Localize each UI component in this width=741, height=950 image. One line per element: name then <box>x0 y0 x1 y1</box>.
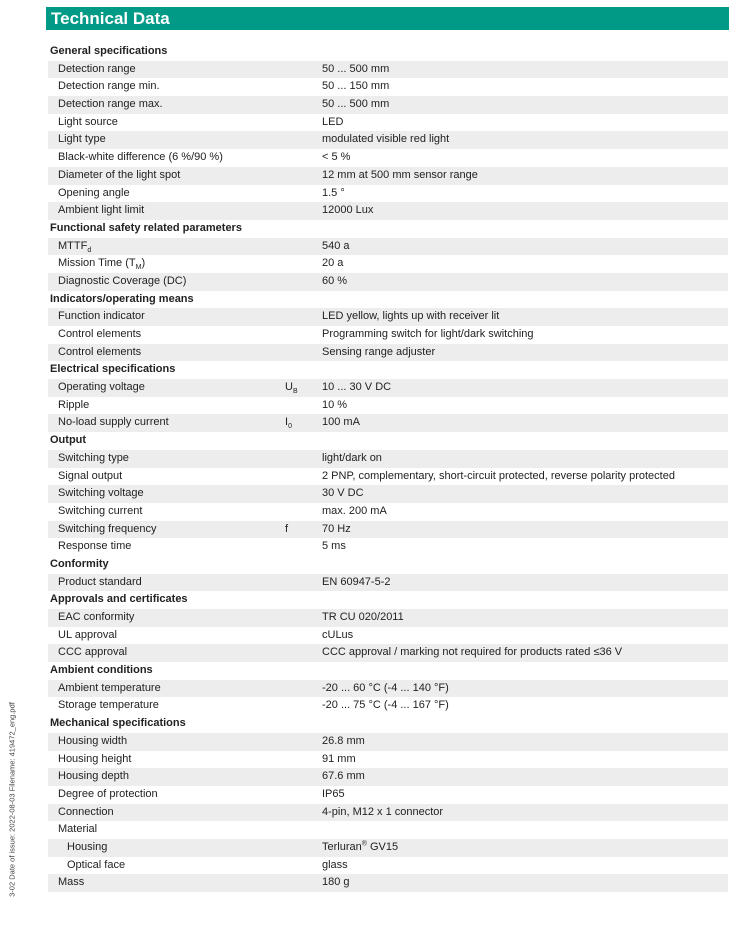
spec-label <box>58 733 127 751</box>
spec-label-text: CCC approval <box>58 646 128 659</box>
spec-row <box>48 78 728 96</box>
spec-value-text: 50 ... 500 mm <box>322 98 390 111</box>
spec-label-text: Switching voltage <box>58 487 144 500</box>
spec-value-text: 70 Hz <box>322 522 351 535</box>
spec-label <box>58 644 127 662</box>
spec-label <box>58 538 131 556</box>
spec-row <box>48 609 728 627</box>
spec-value <box>322 414 360 432</box>
section-heading <box>48 591 728 609</box>
spec-value <box>322 61 389 79</box>
section-title: Functional safety related parameters <box>50 221 242 234</box>
spec-row <box>48 344 728 362</box>
section-header <box>46 7 729 30</box>
spec-value <box>322 804 443 822</box>
spec-value-text: 26.8 mm <box>322 734 365 747</box>
spec-row <box>48 149 728 167</box>
section-heading <box>48 715 728 733</box>
spec-symbol-subscript: B <box>292 388 298 396</box>
spec-value <box>322 344 435 362</box>
section-title: Indicators/operating means <box>50 292 194 305</box>
spec-label-text: UL approval <box>58 628 117 641</box>
spec-row <box>48 680 728 698</box>
spec-label-text: Optical face <box>67 858 126 871</box>
spec-label-subscript: d <box>87 246 92 254</box>
spec-value <box>322 238 350 256</box>
spec-label-text: Function indicator <box>58 310 145 323</box>
spec-label <box>58 697 159 715</box>
spec-value <box>322 167 478 185</box>
spec-label-text: Connection <box>58 805 114 818</box>
spec-row <box>48 450 728 468</box>
spec-value-text: 180 g <box>322 876 350 889</box>
spec-symbol <box>285 414 292 432</box>
spec-value-text: TR CU 020/2011 <box>322 611 404 623</box>
section-title: Ambient conditions <box>50 664 153 677</box>
spec-value-text: CCC approval / marking not required for products rated ≤36 V <box>322 646 623 659</box>
spec-value <box>322 450 382 468</box>
section-heading <box>48 662 728 680</box>
spec-label <box>58 131 106 149</box>
spec-value-text: IP65 <box>322 787 345 800</box>
spec-label-text: Black-white difference (6 %/90 %) <box>58 151 223 164</box>
spec-row <box>48 574 728 592</box>
spec-value-text: cULus <box>322 628 354 641</box>
spec-value <box>322 839 398 857</box>
spec-row <box>48 255 728 273</box>
spec-label <box>58 397 89 415</box>
spec-value-text: max. 200 mA <box>322 504 387 517</box>
spec-row <box>48 114 728 132</box>
spec-label <box>58 114 118 132</box>
spec-value-text: Terluran <box>322 840 362 853</box>
section-title: Approvals and certificates <box>50 593 188 606</box>
spec-value-text: 12 mm at 500 mm sensor range <box>322 168 478 181</box>
spec-symbol-text: I <box>285 416 289 429</box>
spec-label <box>58 468 122 486</box>
spec-value <box>322 379 391 397</box>
spec-value <box>322 786 345 804</box>
spec-value <box>322 627 353 645</box>
spec-row <box>48 538 728 556</box>
spec-value <box>322 857 348 875</box>
spec-row <box>48 768 728 786</box>
spec-value <box>322 78 389 96</box>
spec-value-text: 540 a <box>322 239 350 252</box>
spec-row <box>48 185 728 203</box>
page-title: Technical Data <box>51 9 170 28</box>
section-title: Electrical specifications <box>50 363 176 376</box>
spec-value <box>322 202 373 220</box>
spec-row <box>48 751 728 769</box>
spec-value-text: 91 mm <box>322 752 356 765</box>
spec-label <box>58 609 134 627</box>
spec-label-text: Housing width <box>58 734 128 747</box>
spec-label-text: Response time <box>58 540 132 553</box>
spec-value <box>322 874 350 892</box>
spec-label <box>58 255 145 273</box>
spec-row <box>48 61 728 79</box>
spec-row <box>48 521 728 539</box>
spec-value <box>322 485 364 503</box>
spec-value <box>322 697 449 715</box>
spec-row <box>48 821 728 839</box>
section-title: Mechanical specifications <box>50 717 186 730</box>
spec-label <box>58 78 160 96</box>
spec-value <box>322 538 346 556</box>
spec-label-text: Degree of protection <box>58 787 158 800</box>
spec-label-text: Ripple <box>58 398 90 411</box>
spec-label <box>58 167 180 185</box>
spec-label-text: Detection range <box>58 62 136 75</box>
spec-label-text: Switching current <box>58 504 143 517</box>
spec-label-text: EAC conformity <box>58 611 135 623</box>
spec-label-text: Mission Time (T <box>58 257 136 270</box>
spec-row <box>48 644 728 662</box>
spec-label <box>58 450 129 468</box>
spec-value-text: Sensing range adjuster <box>322 345 436 358</box>
spec-row <box>48 839 728 857</box>
spec-label <box>58 485 144 503</box>
spec-label-text: Storage temperature <box>58 699 159 712</box>
spec-value-text: -20 ... 75 °C (-4 ... 167 °F) <box>322 699 449 712</box>
spec-row <box>48 308 728 326</box>
spec-label-text: Housing depth <box>58 770 129 783</box>
spec-row <box>48 167 728 185</box>
spec-table <box>48 43 728 892</box>
spec-value <box>322 751 356 769</box>
spec-label-text: Control elements <box>58 328 142 340</box>
spec-label <box>58 521 156 539</box>
section-title: General specifications <box>50 45 168 57</box>
spec-label <box>58 61 136 79</box>
spec-row <box>48 202 728 220</box>
spec-label-text: Opening angle <box>58 186 130 199</box>
section-title: Output <box>50 434 87 447</box>
spec-label-text: Material <box>58 823 98 836</box>
spec-value-text: 100 mA <box>322 416 360 429</box>
spec-value-text: 12000 Lux <box>322 204 374 217</box>
spec-value-text: 67.6 mm <box>322 770 365 783</box>
spec-value-text: glass <box>322 858 348 871</box>
section-heading <box>48 43 728 61</box>
spec-value <box>322 768 365 786</box>
spec-label <box>58 680 161 698</box>
spec-value-text: EN 60947-5-2 <box>322 575 391 588</box>
spec-value-text: 60 % <box>322 274 348 287</box>
spec-row <box>48 96 728 114</box>
spec-symbol-subscript: 0 <box>288 423 292 431</box>
spec-label <box>58 503 142 521</box>
spec-symbol <box>285 521 288 539</box>
spec-label <box>58 768 129 786</box>
spec-value-text: LED yellow, lights up with receiver lit <box>322 310 500 323</box>
spec-label <box>58 574 142 592</box>
spec-value <box>322 131 449 149</box>
spec-value-text: 30 V DC <box>322 487 364 500</box>
spec-label-text: MTTF <box>58 239 88 252</box>
spec-label-text: Diagnostic Coverage (DC) <box>58 274 187 287</box>
spec-label <box>58 804 114 822</box>
spec-row <box>48 468 728 486</box>
spec-label <box>58 308 145 326</box>
spec-value-text: 1.5 ° <box>322 186 345 199</box>
spec-label <box>67 839 107 857</box>
spec-label <box>58 627 117 645</box>
spec-label-text: Product standard <box>58 575 142 588</box>
spec-label-text: Housing <box>67 840 108 853</box>
spec-value <box>322 680 449 698</box>
spec-value <box>322 255 343 273</box>
spec-label-text: Operating voltage <box>58 381 145 394</box>
spec-value <box>322 114 343 132</box>
spec-value-superscript: ® <box>361 840 367 848</box>
spec-label <box>58 185 130 203</box>
spec-value-tail: GV15 <box>366 840 399 853</box>
spec-row <box>48 131 728 149</box>
spec-value <box>322 468 675 486</box>
spec-label <box>58 414 169 432</box>
spec-row <box>48 485 728 503</box>
spec-value-text: 50 ... 150 mm <box>322 80 390 93</box>
spec-label-text: Detection range max. <box>58 98 163 111</box>
spec-value <box>322 503 387 521</box>
spec-value-text: 2 PNP, complementary, short-circuit protected, reverse polarity protected <box>322 469 675 482</box>
spec-label-text: Detection range min. <box>58 80 160 93</box>
spec-label-text: Switching type <box>58 451 129 464</box>
spec-row <box>48 786 728 804</box>
spec-row <box>48 397 728 415</box>
section-heading <box>48 556 728 574</box>
spec-label <box>58 238 91 256</box>
spec-row <box>48 238 728 256</box>
spec-label <box>58 344 141 362</box>
spec-label-text: Housing height <box>58 752 132 765</box>
section-heading <box>48 432 728 450</box>
spec-label <box>67 857 125 875</box>
spec-value <box>322 609 404 627</box>
side-note: 3-02 Date of issue: 2022-08-03 Filename: 419472_eng.pdf <box>7 702 17 897</box>
spec-value-text: 10 ... 30 V DC <box>322 381 392 394</box>
spec-label-text: Control elements <box>58 345 142 358</box>
spec-label <box>58 202 144 220</box>
spec-label <box>58 379 145 397</box>
spec-value-text: -20 ... 60 °C (-4 ... 140 °F) <box>322 681 449 694</box>
spec-value <box>322 308 499 326</box>
spec-label-tail: ) <box>141 257 146 270</box>
spec-row <box>48 874 728 892</box>
spec-value <box>322 273 347 291</box>
spec-row <box>48 733 728 751</box>
spec-row <box>48 379 728 397</box>
spec-label <box>58 149 223 167</box>
spec-label-text: Diameter of the light spot <box>58 168 181 181</box>
spec-value <box>322 733 365 751</box>
spec-value-text: LED <box>322 115 344 128</box>
spec-value-text: 4-pin, M12 x 1 connector <box>322 805 444 818</box>
spec-label <box>58 326 141 344</box>
spec-label <box>58 786 158 804</box>
spec-row <box>48 857 728 875</box>
spec-label-text: Signal output <box>58 469 123 482</box>
spec-value-text: Programming switch for light/dark switching <box>322 328 534 340</box>
spec-label-text: Switching frequency <box>58 522 157 535</box>
spec-value-text: 50 ... 500 mm <box>322 62 390 75</box>
spec-value <box>322 574 391 592</box>
spec-label <box>58 751 131 769</box>
spec-label-text: Light type <box>58 133 106 146</box>
spec-row <box>48 697 728 715</box>
spec-label-subscript: M <box>135 264 142 272</box>
spec-value <box>322 96 389 114</box>
spec-row <box>48 273 728 291</box>
spec-label <box>58 273 186 291</box>
spec-symbol-text: U <box>285 381 293 394</box>
spec-label-text: Ambient temperature <box>58 681 161 694</box>
spec-symbol <box>285 379 298 397</box>
spec-value <box>322 644 622 662</box>
spec-value-text: 10 % <box>322 398 348 411</box>
spec-row <box>48 414 728 432</box>
spec-value <box>322 326 534 344</box>
spec-value <box>322 185 345 203</box>
spec-value-text: modulated visible red light <box>322 133 450 146</box>
spec-label <box>58 874 84 892</box>
spec-label-text: Mass <box>58 876 85 889</box>
section-heading <box>48 291 728 309</box>
spec-label <box>58 821 97 839</box>
section-heading <box>48 361 728 379</box>
spec-value-text: 20 a <box>322 257 344 270</box>
spec-label-text: Ambient light limit <box>58 204 145 217</box>
spec-row <box>48 804 728 822</box>
spec-value <box>322 397 347 415</box>
section-heading <box>48 220 728 238</box>
spec-value-text: light/dark on <box>322 451 382 464</box>
spec-value <box>322 521 351 539</box>
spec-label <box>58 96 163 114</box>
spec-row <box>48 326 728 344</box>
spec-value-text: 5 ms <box>322 540 346 553</box>
spec-row <box>48 503 728 521</box>
spec-symbol-text: f <box>285 522 289 535</box>
spec-label-text: Light source <box>58 115 118 128</box>
spec-value <box>322 149 350 167</box>
spec-label-text: No-load supply current <box>58 416 169 429</box>
section-title: Conformity <box>50 557 109 570</box>
spec-value-text: < 5 % <box>322 151 351 164</box>
spec-row <box>48 627 728 645</box>
